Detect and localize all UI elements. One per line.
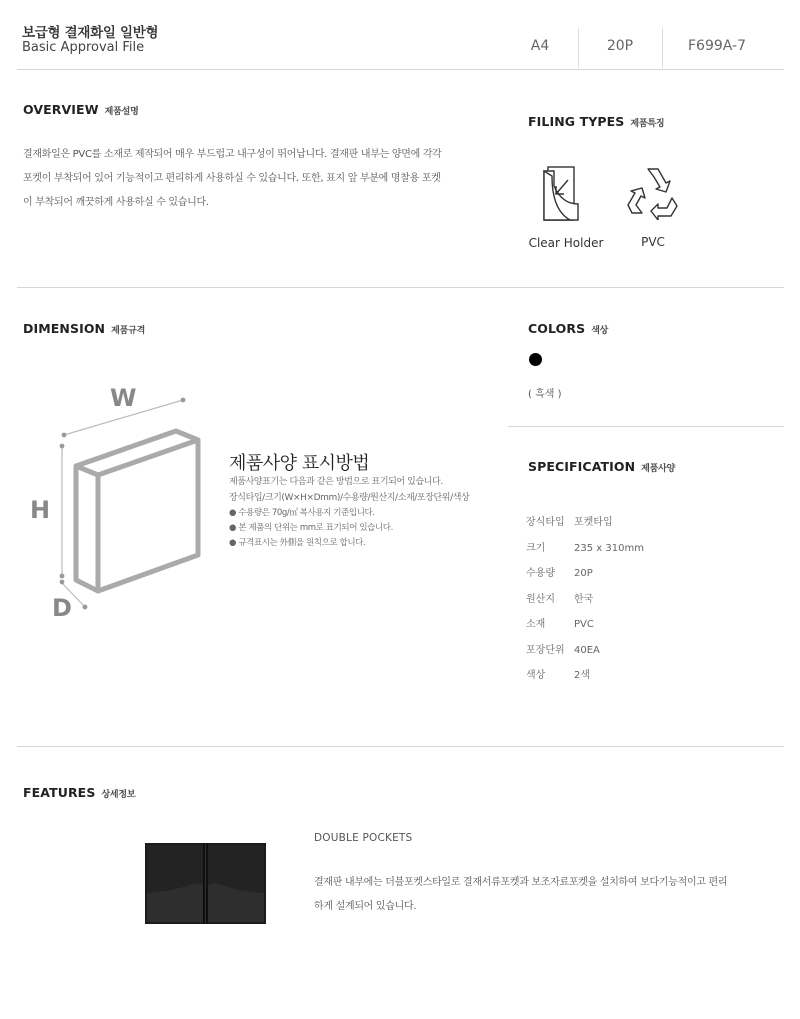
filing-types-heading: FILING TYPES 제품특징 <box>528 114 665 129</box>
header-divider <box>578 28 579 68</box>
colors-heading: COLORS 색상 <box>528 321 609 336</box>
feature-line: 결재판 내부에는 더블포켓스타일로 결재서류포켓과 보조자료포켓을 설치하여 보다기능적이고 편리 <box>314 877 728 888</box>
spec-row: 원산지 한국 <box>526 594 594 605</box>
overview-line: 결재화일은 PVC를 소재로 제작되어 매우 부드럽고 내구성이 뛰어납니다. 결재판 내부는 양면에 각각 <box>23 149 442 160</box>
spec-row: 크기 235 x 310mm <box>526 543 644 554</box>
spec-notation-notes <box>229 474 469 551</box>
depth-axis-label: D <box>52 594 72 622</box>
spec-row: 색상 2색 <box>526 670 591 681</box>
header-divider <box>662 28 663 68</box>
spec-row: 포장단위 40EA <box>526 645 600 656</box>
overview-line: 포켓이 부착되어 있어 기능적이고 편리하게 사용하실 수 있습니다. 또한, 표지 앞 부분에 명찰용 포켓 <box>23 173 441 184</box>
feature-description <box>314 871 774 919</box>
pvc-label: PVC <box>641 235 665 249</box>
overview-description <box>23 143 483 215</box>
feature-line: 하게 설계되어 있습니다. <box>314 901 417 912</box>
specification-table <box>526 513 776 683</box>
recycle-icon <box>626 166 680 220</box>
spec-size: A4 <box>530 38 550 54</box>
product-title-english: Basic Approval File <box>22 40 145 55</box>
section-divider <box>17 287 784 288</box>
notation-note: 장식타입/크기(W×H×Dmm)/수용량/원산지/소재/포장단위/색상 <box>229 493 470 503</box>
spec-row: 장식타입 포켓타입 <box>526 517 613 528</box>
overview-heading: OVERVIEW 제품설명 <box>23 102 139 117</box>
notation-bullet: ● 본 제품의 단위는 mm로 표기되어 있습니다. <box>229 523 393 533</box>
spec-capacity: 20P <box>606 38 634 54</box>
clear-holder-icon <box>540 166 586 224</box>
section-divider <box>17 746 784 747</box>
spec-row: 수용량 20P <box>526 568 593 579</box>
color-swatch-black <box>529 353 542 366</box>
clear-holder-label: Clear Holder <box>528 236 604 250</box>
notation-note: 제품사양표기는 다음과 같은 방법으로 표기되어 있습니다. <box>229 477 443 487</box>
notation-bullet: ● 수용량은 70g/㎡ 복사용지 기준입니다. <box>229 508 375 518</box>
product-title-korean: 보급형 결재화일 일반형 <box>22 25 159 41</box>
notation-bullet: ● 규격표시는 外側을 원칙으로 합니다. <box>229 538 366 548</box>
specification-heading: SPECIFICATION 제품사양 <box>528 459 676 474</box>
color-label: ( 흑색 ) <box>528 389 562 400</box>
width-axis-label: W <box>110 384 137 412</box>
dimension-heading: DIMENSION 제품규격 <box>23 321 146 336</box>
double-pocket-product-image <box>145 843 266 924</box>
spec-code: F699A-7 <box>687 38 746 54</box>
spec-notation-heading: 제품사양 표시방법 <box>229 453 370 474</box>
section-divider <box>17 69 784 70</box>
section-divider <box>508 426 784 427</box>
height-axis-label: H <box>30 496 51 524</box>
overview-line: 이 부착되어 깨끗하게 사용하실 수 있습니다. <box>23 197 209 208</box>
feature-item-title: DOUBLE POCKETS <box>314 832 413 844</box>
features-heading: FEATURES 상세정보 <box>23 785 136 800</box>
spec-row: 소재 PVC <box>526 619 594 630</box>
binder-dimension-diagram <box>24 380 224 630</box>
